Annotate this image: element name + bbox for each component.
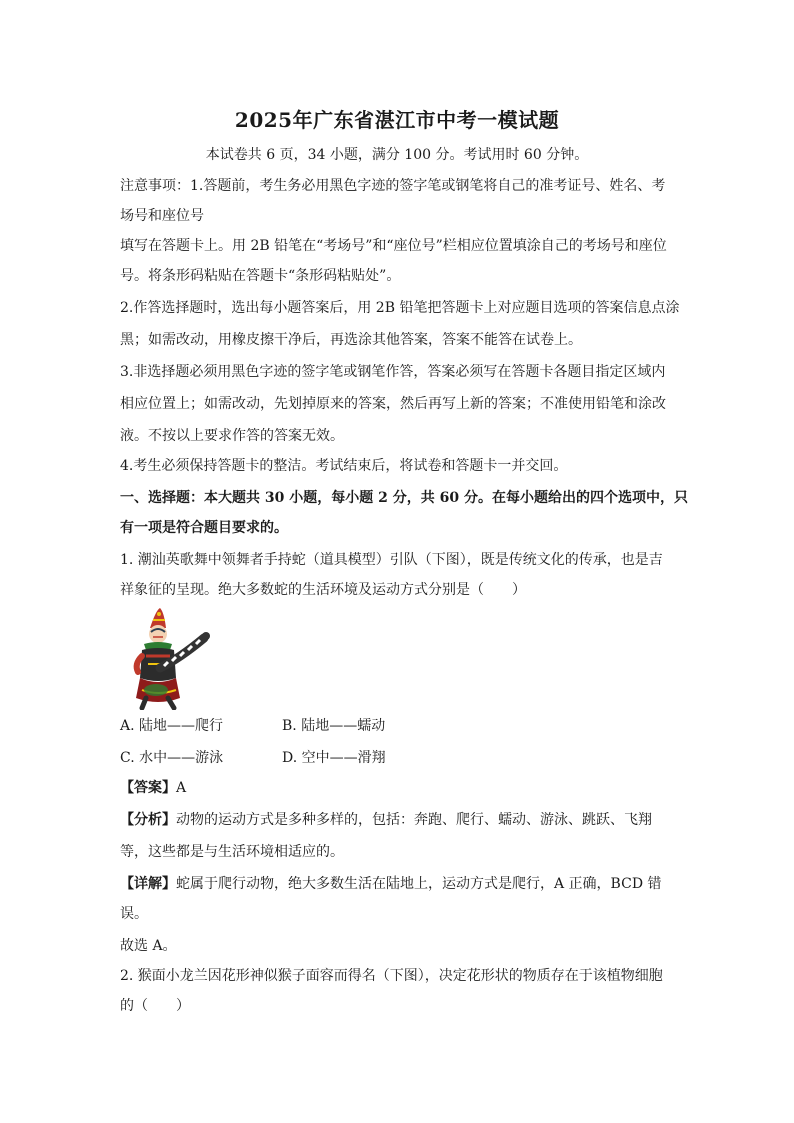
notice-line: 场号和座位号 bbox=[120, 208, 204, 224]
notice-line: 注意事项：1.答题前，考生务必用黑色字迹的签字笔或钢笔将自己的准考证号、姓名、考 bbox=[120, 178, 666, 194]
notice-line: 相应位置上；如需改动，先划掉原来的答案，然后再写上新的答案；不准使用铅笔和涂改 bbox=[120, 396, 666, 412]
notice-line: 3.非选择题必须用黑色字迹的签字笔或钢笔作答，答案必须写在答题卡各题目指定区域内 bbox=[120, 364, 666, 380]
answer-line bbox=[120, 778, 680, 798]
detail-text: 蛇属于爬行动物，绝大多数生活在陆地上，运动方式是爬行，A 正确，BCD 错 bbox=[176, 876, 662, 892]
page-subtitle: 本试卷共 6 页，34 小题，满分 100 分。考试用时 60 分钟。 bbox=[205, 147, 589, 163]
analysis-text: 动物的运动方式是多种多样的，包括：奔跑、爬行、蠕动、游泳、跳跃、飞翔 bbox=[176, 812, 652, 828]
notice-line: 4.考生必须保持答题卡的整洁。考试结束后，将试卷和答题卡一并交回。 bbox=[120, 458, 568, 474]
analysis-tag: 【分析】 bbox=[120, 812, 176, 828]
detail-tag: 【详解】 bbox=[120, 876, 176, 892]
notice-line: 2.作答选择题时，选出每小题答案后，用 2B 铅笔把答题卡上对应题目选项的答案信息点涂 bbox=[120, 300, 680, 316]
question-1-stem: 1. 潮汕英歌舞中领舞者手持蛇（道具模型）引队（下图），既是传统文化的传承，也是吉 bbox=[120, 552, 663, 568]
notice-line: 液。不按以上要求作答的答案无效。 bbox=[120, 428, 344, 444]
section-heading: 有一项是符合题目要求的。 bbox=[120, 520, 288, 536]
answer-value: A bbox=[176, 780, 187, 796]
page-title: 2025年广东省湛江市中考一模试题 bbox=[234, 108, 560, 132]
detail-line bbox=[120, 874, 680, 894]
notice-line: 黑；如需改动，用橡皮擦干净后，再选涂其他答案，答案不能答在试卷上。 bbox=[120, 332, 582, 348]
detail-line-2: 误。 bbox=[120, 906, 148, 922]
section-heading: 一、选择题：本大题共 30 小题，每小题 2 分，共 60 分。在每小题给出的四个选项中，只 bbox=[120, 490, 688, 506]
notice-line: 号。将条形码粘贴在答题卡“条形码粘贴处”。 bbox=[120, 268, 401, 284]
option-b: B. 陆地——蠕动 bbox=[282, 718, 386, 734]
analysis-line-2: 等，这些都是与生活环境相适应的。 bbox=[120, 844, 344, 860]
analysis-line bbox=[120, 810, 680, 830]
notice-line: 填写在答题卡上。用 2B 铅笔在“考场号”和“座位号”栏相应位置填涂自己的考场号和座位 bbox=[120, 238, 667, 254]
question-2-stem: 2. 猴面小龙兰因花形神似猴子面容而得名（下图），决定花形状的物质存在于该植物细胞 bbox=[120, 968, 663, 984]
question-2-stem: 的（ ） bbox=[120, 998, 190, 1014]
snake-dancer-figure bbox=[120, 606, 212, 710]
option-c: C. 水中——游泳 bbox=[120, 750, 224, 766]
answer-tag: 【答案】 bbox=[120, 780, 176, 796]
question-1-stem: 祥象征的呈现。绝大多数蛇的生活环境及运动方式分别是（ ） bbox=[120, 582, 526, 598]
option-d: D. 空中——滑翔 bbox=[282, 750, 386, 766]
option-a: A. 陆地——爬行 bbox=[120, 718, 224, 734]
conclusion-line: 故选 A。 bbox=[120, 938, 177, 954]
